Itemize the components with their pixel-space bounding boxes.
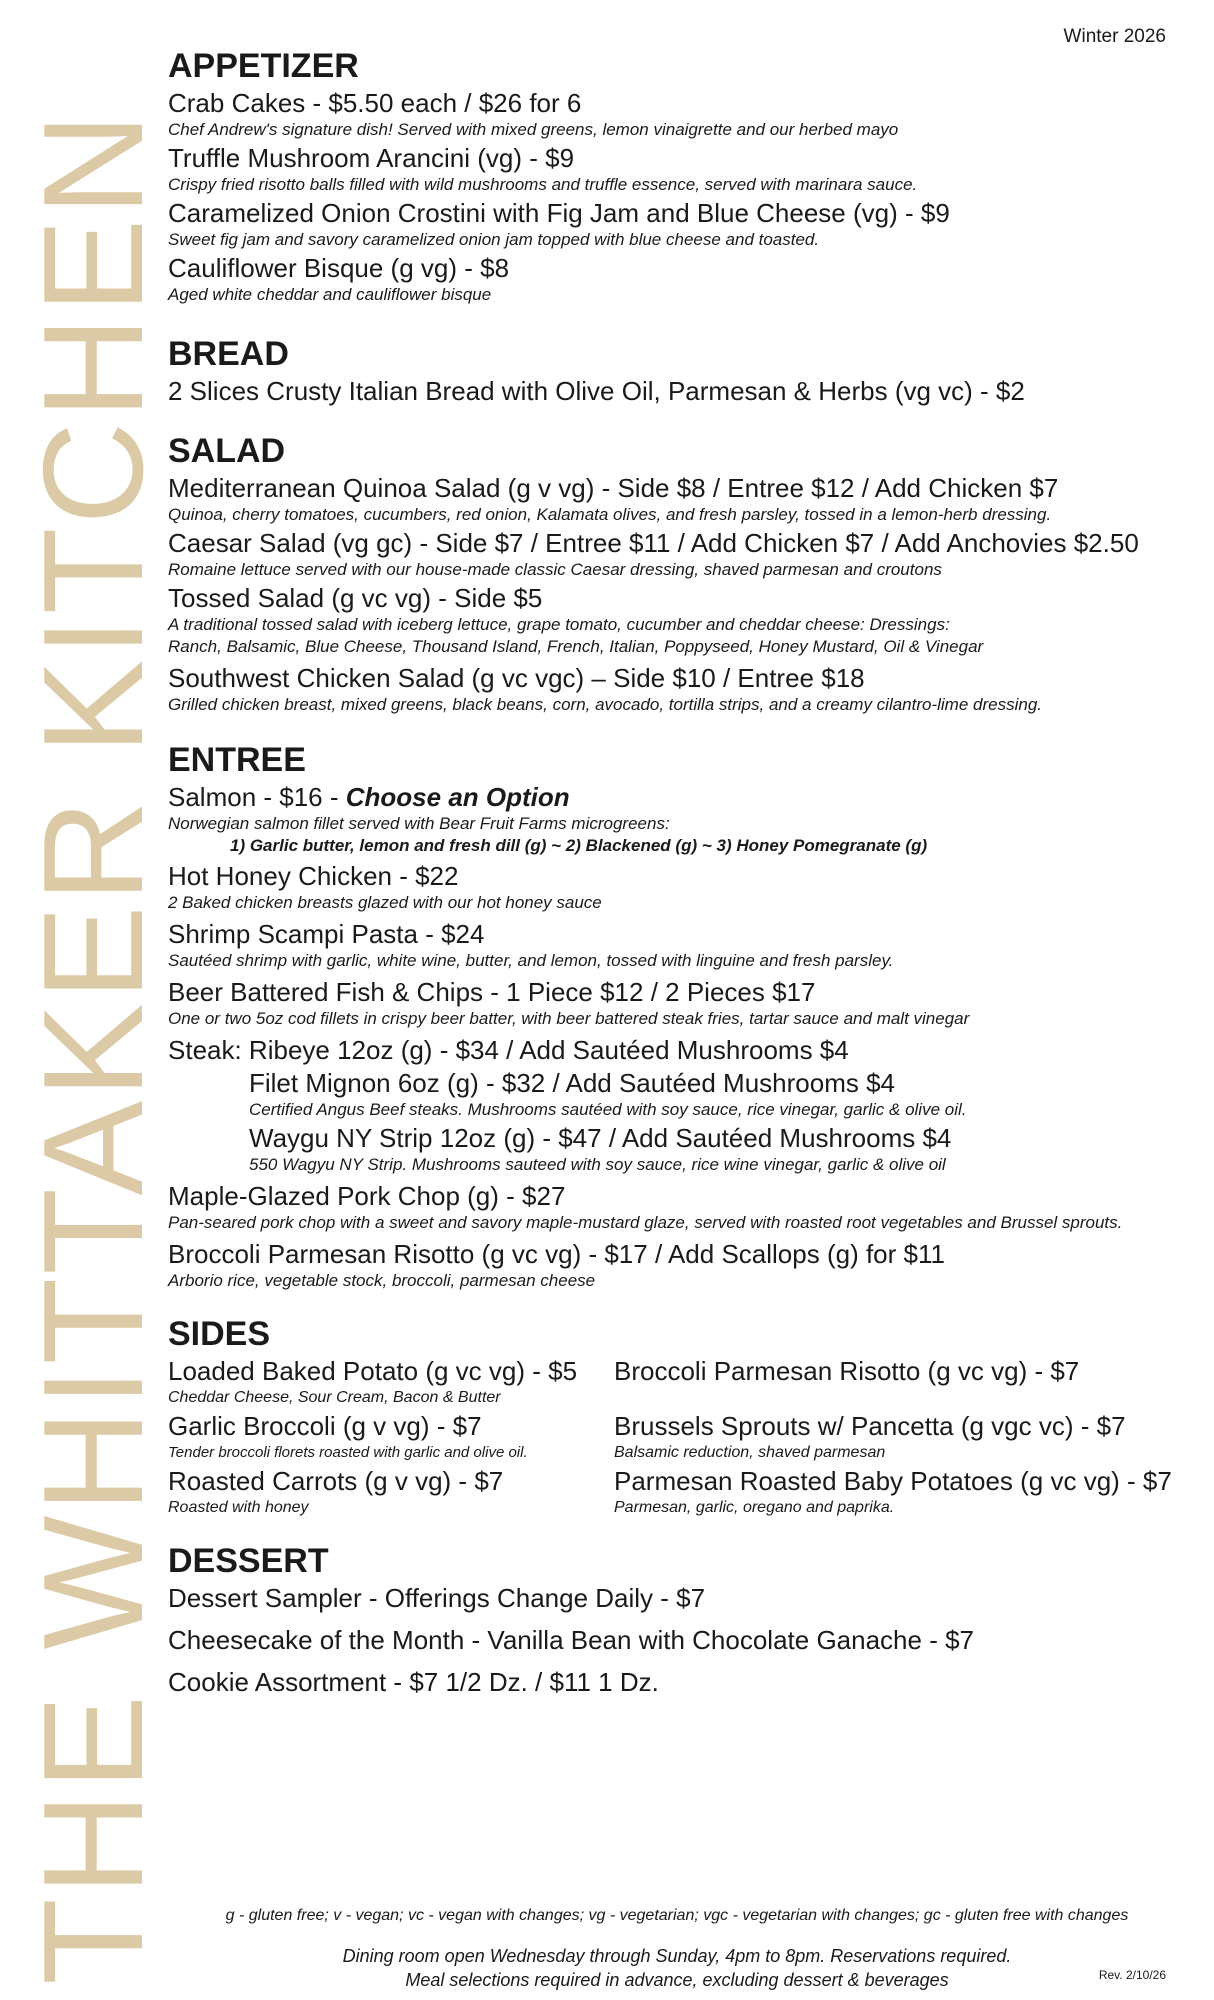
- dessert-section: [168, 1541, 1208, 1698]
- choose-option-label: Choose an Option: [345, 782, 570, 812]
- menu-item-name: Caramelized Onion Crostini with Fig Jam and Blue Cheese (vg) - $9: [168, 198, 950, 228]
- menu-item-name: Broccoli Parmesan Risotto (g vc vg) - $17 / Add Scallops (g) for $11: [168, 1239, 945, 1269]
- sides-right-column: [614, 1354, 1194, 1519]
- menu-item-name: Loaded Baked Potato (g vc vg) - $5: [168, 1356, 578, 1386]
- menu-item-desc: Quinoa, cherry tomatoes, cucumbers, red onion, Kalamata olives, and fresh parsley, tossed in a lemon-herb dressing.: [168, 505, 1052, 524]
- steak-ribeye: Steak: Ribeye 12oz (g) - $34 / Add Sautéed Mushrooms $4: [168, 1035, 849, 1065]
- sides-heading: SIDES: [168, 1315, 271, 1353]
- menu-item-desc: Balsamic reduction, shaved parmesan: [614, 1444, 886, 1461]
- menu-item-name: Broccoli Parmesan Risotto (g vc vg) - $7: [614, 1356, 1080, 1386]
- menu-item-name: Southwest Chicken Salad (g vc vgc) – Side $10 / Entree $18: [168, 663, 865, 693]
- menu-item-desc: Sweet fig jam and savory caramelized onion jam topped with blue cheese and toasted.: [168, 230, 820, 249]
- menu-item-name: Maple-Glazed Pork Chop (g) - $27: [168, 1181, 566, 1211]
- bread-heading: BREAD: [168, 335, 289, 373]
- appetizer-heading: APPETIZER: [168, 47, 359, 85]
- menu-item-name: 2 Slices Crusty Italian Bread with Olive Oil, Parmesan & Herbs (vg vc) - $2: [168, 376, 1025, 406]
- menu-item-name: Crab Cakes - $5.50 each / $26 for 6: [168, 88, 582, 118]
- menu-item-desc: Grilled chicken breast, mixed greens, black beans, corn, avocado, tortilla strips, and a creamy cilantro-lime dressing.: [168, 695, 1042, 714]
- menu-item-desc: Ranch, Balsamic, Blue Cheese, Thousand Island, French, Italian, Poppyseed, Honey Mustard, Oil & Vinegar: [168, 637, 984, 656]
- sides-section: [168, 1314, 1208, 1519]
- dietary-legend: g - gluten free; v - vegan; vc - vegan with changes; vg - vegetarian; vgc - vegetarian with changes; gc - gluten free with changes: [225, 1907, 1129, 1924]
- menu-item-desc: One or two 5oz cod fillets in crispy beer batter, with beer battered steak fries, tartar sauce and malt vinegar: [168, 1009, 970, 1028]
- sides-left-column: [168, 1354, 614, 1519]
- menu-item-desc: Crispy fried risotto balls filled with wild mushrooms and truffle essence, served with marinara sauce.: [168, 175, 918, 194]
- steak-filet-mignon: Filet Mignon 6oz (g) - $32 / Add Sautéed Mushrooms $4: [249, 1068, 896, 1098]
- menu-item-name: Shrimp Scampi Pasta - $24: [168, 919, 485, 949]
- menu-item-name: Salmon - $16 -: [168, 782, 346, 812]
- salmon-item: [168, 781, 1208, 813]
- menu-item-desc: A traditional tossed salad with iceberg lettuce, grape tomato, cucumber and cheddar cheese: Dressings:: [168, 615, 950, 634]
- steak-wagyu: Waygu NY Strip 12oz (g) - $47 / Add Sautéed Mushrooms $4: [249, 1123, 952, 1153]
- menu-item-desc: Cheddar Cheese, Sour Cream, Bacon & Butter: [168, 1389, 501, 1406]
- menu-item-desc: Sautéed shrimp with garlic, white wine, butter, and lemon, tossed with linguine and fresh parsley.: [168, 951, 894, 970]
- menu-item-desc: Norwegian salmon fillet served with Bear Fruit Farms microgreens:: [168, 814, 670, 833]
- menu-item-desc: [614, 1387, 1194, 1409]
- sides-grid: [168, 1354, 1208, 1519]
- hours-notice: [0, 1944, 1214, 1992]
- menu-item-name: Cauliflower Bisque (g vg) - $8: [168, 253, 510, 283]
- menu-item-name: Brussels Sprouts w/ Pancetta (g vgc vc) - $7: [614, 1411, 1126, 1441]
- menu-content: [168, 46, 1208, 1698]
- menu-item-name: Beer Battered Fish & Chips - 1 Piece $12 / 2 Pieces $17: [168, 977, 816, 1007]
- menu-item-name: Parmesan Roasted Baby Potatoes (g vc vg) - $7: [614, 1466, 1172, 1496]
- bread-section: [168, 334, 1208, 407]
- salmon-options: 1) Garlic butter, lemon and fresh dill (g) ~ 2) Blackened (g) ~ 3) Honey Pomegranate (g): [230, 836, 928, 855]
- revision-date: Rev. 2/10/26: [1098, 1968, 1166, 1982]
- menu-item-desc: Arborio rice, vegetable stock, broccoli, parmesan cheese: [168, 1271, 596, 1290]
- menu-item-name: Dessert Sampler - Offerings Change Daily - $7: [168, 1583, 706, 1613]
- salad-heading: SALAD: [168, 432, 286, 470]
- menu-item-name: Hot Honey Chicken - $22: [168, 861, 459, 891]
- season-label: Winter 2026: [1063, 26, 1166, 47]
- menu-item-desc: 550 Wagyu NY Strip. Mushrooms sauteed with soy sauce, rice wine vinegar, garlic & olive oil: [249, 1155, 946, 1174]
- menu-item-desc: 2 Baked chicken breasts glazed with our hot honey sauce: [168, 893, 602, 912]
- menu-item-name: Tossed Salad (g vc vg) - Side $5: [168, 583, 543, 613]
- entree-section: [168, 740, 1208, 1292]
- menu-item-name: Mediterranean Quinoa Salad (g v vg) - Side $8 / Entree $12 / Add Chicken $7: [168, 473, 1059, 503]
- menu-item-desc: Roasted with honey: [168, 1499, 309, 1516]
- menu-item-desc: Tender broccoli florets roasted with garlic and olive oil.: [168, 1444, 528, 1461]
- menu-item-name: Cookie Assortment - $7 1/2 Dz. / $11 1 Dz.: [168, 1667, 659, 1697]
- dessert-heading: DESSERT: [168, 1542, 329, 1580]
- menu-item-name: Garlic Broccoli (g v vg) - $7: [168, 1411, 482, 1441]
- menu-item-desc: Parmesan, garlic, oregano and paprika.: [614, 1499, 895, 1516]
- menu-item-name: Truffle Mushroom Arancini (vg) - $9: [168, 143, 575, 173]
- entree-heading: ENTREE: [168, 741, 306, 779]
- hours-line-1: Dining room open Wednesday through Sunday, 4pm to 8pm. Reservations required.: [342, 1946, 1012, 1966]
- appetizer-section: [168, 46, 1208, 306]
- menu-item-desc: Romaine lettuce served with our house-made classic Caesar dressing, shaved parmesan and croutons: [168, 560, 942, 579]
- menu-item-desc: Chef Andrew's signature dish! Served with mixed greens, lemon vinaigrette and our herbed mayo: [168, 120, 899, 139]
- salad-section: [168, 431, 1208, 716]
- menu-item-desc: Aged white cheddar and cauliflower bisque: [168, 285, 492, 304]
- hours-line-2: Meal selections required in advance, excluding dessert & beverages: [405, 1970, 949, 1990]
- menu-item-desc: Pan-seared pork chop with a sweet and savory maple-mustard glaze, served with roasted root vegetables and Brussel sprouts.: [168, 1213, 1123, 1232]
- menu-item-name: Roasted Carrots (g v vg) - $7: [168, 1466, 504, 1496]
- restaurant-name-vertical: THE WHITTAKER KITCHEN: [14, 110, 173, 1985]
- menu-item-name: Cheesecake of the Month - Vanilla Bean with Chocolate Ganache - $7: [168, 1625, 974, 1655]
- menu-item-desc: Certified Angus Beef steaks. Mushrooms sautéed with soy sauce, rice vinegar, garlic & olive oil.: [249, 1100, 967, 1119]
- menu-item-name: Caesar Salad (vg gc) - Side $7 / Entree $11 / Add Chicken $7 / Add Anchovies $2.50: [168, 528, 1139, 558]
